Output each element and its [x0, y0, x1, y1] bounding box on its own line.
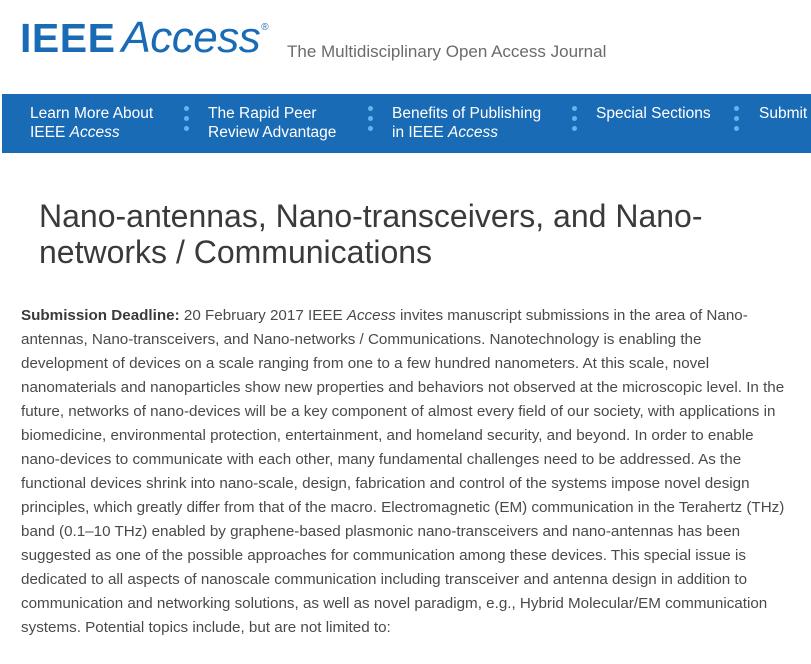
nav-item-label-line1: Submit	[759, 105, 808, 122]
nav-item-learn-more[interactable]	[30, 104, 153, 142]
article-body-text: invites manuscript submissions in the area of Nano-antennas, Nano-transceivers, and Nano-networks / Communications. Nanotechnology is enabling the development of devices on a scale ranging from one to a few hundred nanometers. At this scale, novel nanomaterials and nanoparticles show new properties and behaviors not observed at the microscopic level. In the future, networks of nano-devices will be a key component of almost every field of our society, with applications in biomedicine, environmental protection, entertainment, and homeland security, and beyond. In order to enable nano-devices to communicate with each other, many fundamental challenges need to be addressed. As the functional devices shrink into nano-scale, design, fabrication and control of the systems impose novel design principles, which greatly differ from that of the macro. Electromagnetic (EM) communication in the Terahertz (THz) band (0.1–10 THz) enabled by graphene-based plasmonic nano-transceivers and nano-antennas has been suggested as one of the possible approaches for communication among these devices. This special issue is dedicated to all aspects of nanoscale communication including transceiver and antenna design in addition to communication and networking solutions, as well as novel paradigm, e.g., Hybrid Molecular/EM communication systems. Potential topics include, but are not limited to:	[21, 307, 785, 636]
nav-item-submit[interactable]	[759, 104, 807, 123]
nav-item-special-sections[interactable]	[596, 104, 711, 123]
nav-item-benefits-publishing[interactable]	[392, 104, 541, 142]
deadline-value: 20 February 2017 IEEE	[179, 307, 347, 324]
logo-ieee-text: IEEE	[20, 15, 116, 61]
nav-item-label-line2: Review Advantage	[208, 124, 337, 141]
nav-item-rapid-peer-review[interactable]	[208, 104, 336, 142]
journal-tagline: The Multidisciplinary Open Access Journal	[287, 42, 607, 61]
article-body	[21, 304, 789, 640]
site-header	[0, 0, 811, 94]
nav-item-label-line1: Benefits of Publishing	[392, 105, 542, 122]
nav-item-label-em: Access	[69, 124, 120, 141]
nav-separator-dots-icon	[734, 106, 740, 131]
nav-item-label-em: Access	[448, 124, 498, 141]
page-title: Nano-antennas, Nano-transceivers, and Nano-networks / Communications	[39, 198, 703, 270]
deadline-label: Submission Deadline:	[21, 307, 180, 324]
nav-item-label-line1: The Rapid Peer	[208, 105, 317, 122]
nav-item-label-line1: Learn More About	[30, 105, 154, 122]
nav-separator-dots-icon	[368, 106, 374, 131]
journal-name-em: Access	[346, 307, 396, 324]
nav-item-label-line2: in IEEE	[392, 124, 448, 141]
nav-separator-dots-icon	[184, 106, 190, 131]
ieee-access-logo[interactable]	[20, 13, 269, 62]
nav-item-label-line1: Special Sections	[596, 105, 711, 122]
logo-access-text: Access	[121, 13, 261, 62]
main-nav	[2, 94, 811, 153]
nav-item-label-line2: IEEE	[30, 124, 70, 141]
logo-registered-mark: ®	[261, 22, 269, 33]
nav-separator-dots-icon	[572, 106, 578, 131]
